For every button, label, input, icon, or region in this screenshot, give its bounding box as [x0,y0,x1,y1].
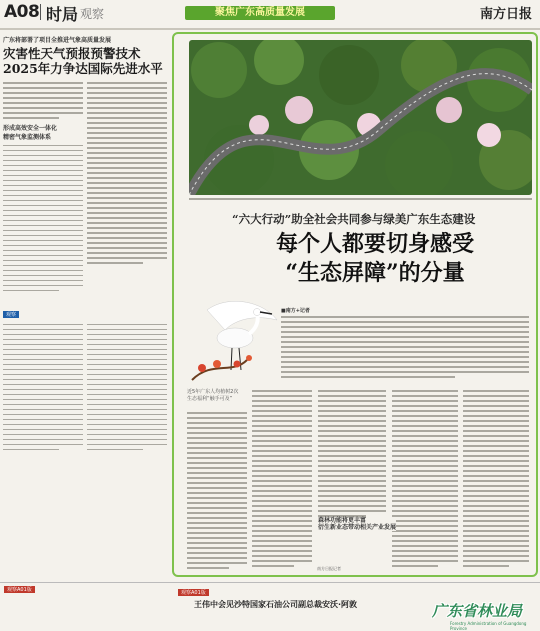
newspaper-masthead: 南方日报 [480,7,533,22]
egret-icon [187,290,282,385]
feature-credit: 南方日报记者 [317,566,341,571]
feature-kicker: “六大行动”助全社会共同参与绿美广东生态建设 [232,212,476,226]
forestry-watermark-sub: Forestry Administration of Guangdong Province [450,621,527,631]
egret-illustration [187,290,282,385]
left-body-col-1 [3,82,83,295]
photo-caption [189,198,532,203]
feature-headline: 每个人都要切身感受 “生态屏障”的分量 [275,231,474,286]
left-kicker: 广东将部署了项目全推进气象高质量发展 [3,37,112,44]
left-body-col-2 [87,82,167,295]
left-lower-block [3,301,168,454]
feature-lead-text [281,316,529,381]
bottom-headline: 王伟中会见沙特国家石油公司副总裁安沃·阿敦 [194,600,358,609]
left-section-tag: 观察 [3,311,19,318]
feature-body-col-4 [392,390,458,570]
aerial-forest-road-photo [189,40,532,195]
lead-label: ■南方+记者 [281,308,310,314]
section-subname: 观察 [80,7,105,21]
feature-body-col-3 [318,390,386,520]
left-headline: 灾害性天气预报预警技术 2025年力争达国际先进水平 [3,46,163,76]
feature-body-col-2 [252,390,312,570]
bottom-rule [0,582,540,583]
left-body-columns [3,82,168,295]
header-rule [0,28,540,30]
section-name: 时局 [46,5,79,24]
bottom-left-tag: 观察A01版 [4,586,35,593]
feature-body-col-5 [463,390,529,570]
section-number: A08 [4,2,40,22]
feature-body-col-1 [187,412,247,572]
forestry-watermark: 广东省林业局 [432,602,523,620]
left-article [3,33,168,578]
topic-banner: 聚焦广东高质量发展 [185,6,335,20]
feature-subhead-1: 近5年广东人均植树2次 生态福利“触手可及” [187,389,239,402]
forest-photo-illustration [189,40,532,195]
feature-subhead-2: 森林功能将更丰富 衍生新业态带动相关产业发展 [318,517,397,531]
bottom-right-tag: 观察A01版 [178,589,209,596]
left-subhead: 形成高效安全一体化 精密气象监测体系 [3,124,58,141]
section-divider [40,4,41,20]
